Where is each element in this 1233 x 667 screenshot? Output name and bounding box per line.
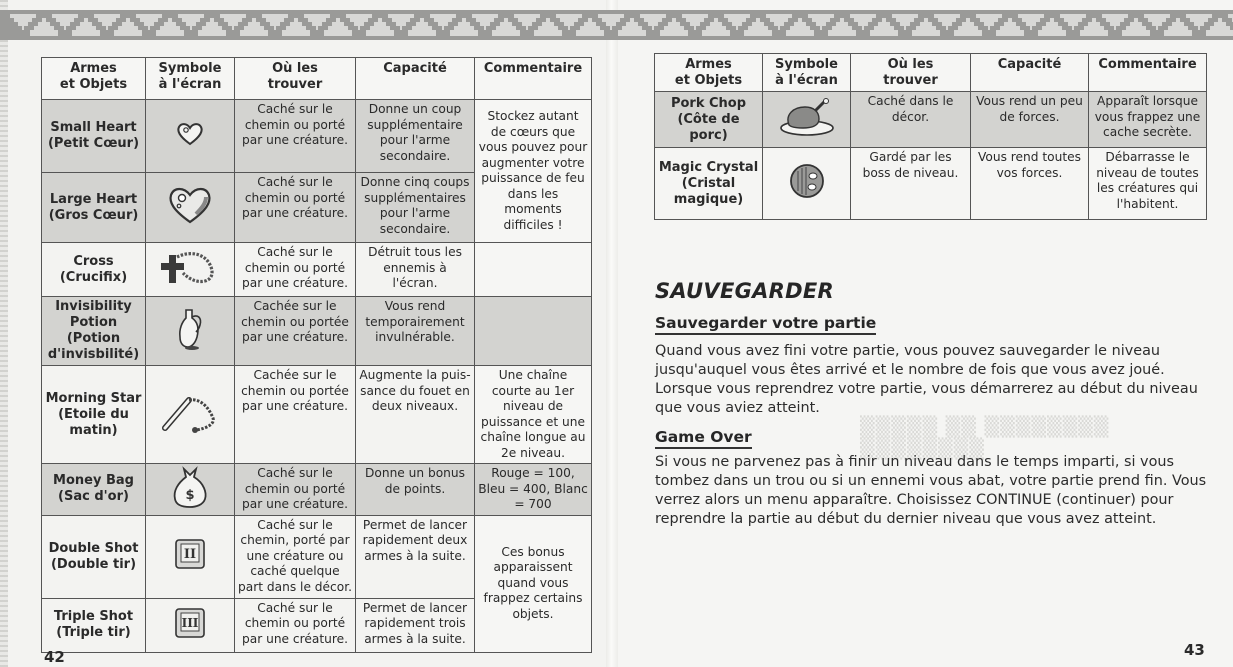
- show-through-text: ▒▒▒▒▒ ▒▒ ▒▒▒▒▒▒▒▒ ▒▒▒▒▒▒▒▒: [860, 416, 1110, 460]
- small-heart-icon: [175, 121, 205, 147]
- item-location: Cachée sur le chemin ou portée par une créature.: [235, 366, 356, 464]
- item-capacity: Donne cinq coups supplémentaires pour l'arme secondaire.: [356, 173, 475, 243]
- paragraph-game-over: Si vous ne parvenez pas à finir un niveau dans le temps imparti, si vous tombez dans un trou ou si un ennemi vous abat, votre partie prend fin. Vous verrez alors un menu apparaître. Choisissez CONTINUE (continuer) pour reprendre la partie au début du dernier niveau que vous avez atteint.: [655, 454, 1207, 527]
- item-symbol: [146, 515, 235, 598]
- header-label: Symbole à l'écran: [775, 57, 838, 88]
- item-symbol: [146, 243, 235, 297]
- page-number-right: 43: [1184, 641, 1205, 659]
- item-symbol: [146, 464, 235, 516]
- item-capacity: Augmente la puis-sance du fouet en deux niveaux.: [356, 366, 475, 464]
- header-weapons: [655, 54, 763, 92]
- table-row: [42, 515, 592, 598]
- item-location: Cachée sur le chemin ou portée par une créature.: [235, 297, 356, 366]
- header-label: Armes et Objets: [59, 61, 128, 92]
- table-row: [655, 148, 1207, 220]
- item-location: Caché sur le chemin ou porté par une créature.: [235, 598, 356, 652]
- item-location: Caché sur le chemin ou porté par une créature.: [235, 243, 356, 297]
- svg-text:$: $: [185, 488, 195, 503]
- cross-rosary-icon: [157, 249, 223, 285]
- item-capacity: Vous rend toutes vos forces.: [971, 148, 1089, 220]
- paragraph-save: Quand vous avez fini votre partie, vous pouvez sauvegarder le niveau jusqu'auquel vous êtes arrivé et le nombre de fois que vous avez joué. Lorsque vous reprendrez votre partie, vous démarrerez au début du niveau que vous aviez atteint.: [655, 343, 1198, 416]
- item-capacity: Permet de lancer rapidement trois armes à la suite.: [356, 598, 475, 652]
- money-bag-icon: [170, 465, 210, 509]
- header-capacity: [971, 54, 1089, 92]
- morning-star-whip-icon: [161, 390, 219, 434]
- item-comment: Rouge = 100, Bleu = 400, Blanc = 700: [475, 464, 592, 516]
- header-label: Capacité: [997, 57, 1062, 72]
- large-heart-icon: [166, 184, 214, 226]
- item-comment: [475, 243, 592, 297]
- item-capacity: Détruit tous les ennemis à l'écran.: [356, 243, 475, 297]
- header-label: Capacité: [383, 61, 447, 76]
- item-name: Large Heart (Gros Cœur): [42, 173, 146, 243]
- header-label: Où les trouver: [883, 57, 938, 88]
- item-capacity: Donne un coup supplémentaire pour l'arme secondaire.: [356, 100, 475, 173]
- header-label: Commentaire: [483, 61, 583, 76]
- item-location: Caché sur le chemin ou porté par une créature.: [235, 100, 356, 173]
- svg-text:III: III: [181, 615, 199, 630]
- header-label: Commentaire: [1098, 57, 1197, 72]
- potion-jug-icon: [176, 307, 204, 351]
- items-table-right: [654, 53, 1207, 220]
- page-number-left: 42: [44, 648, 65, 666]
- item-symbol: [763, 92, 851, 148]
- page-edge: [0, 0, 8, 667]
- magic-crystal-icon: [788, 162, 826, 200]
- double-shot-icon: [174, 538, 206, 570]
- item-location: Caché sur le chemin ou porté par une créature.: [235, 464, 356, 516]
- header-label: Où les trouver: [267, 61, 323, 92]
- item-name: Pork Chop (Côte de porc): [655, 92, 763, 148]
- item-symbol: [146, 100, 235, 173]
- table-row: [655, 92, 1207, 148]
- svg-text:II: II: [183, 547, 197, 563]
- item-symbol: [146, 173, 235, 243]
- item-symbol: [763, 148, 851, 220]
- item-capacity: Permet de lancer rapidement deux armes à la suite.: [356, 515, 475, 598]
- header-label: Armes et Objets: [674, 57, 743, 88]
- item-comment: [475, 297, 592, 366]
- table-row: [42, 366, 592, 464]
- subsection-title-game-over: Game Over: [655, 428, 752, 449]
- item-capacity: Vous rend temporairement invulnérable.: [356, 297, 475, 366]
- item-comment: Une chaîne courte au 1er niveau de puissance et une chaîne longue au 2e niveau.: [475, 366, 592, 464]
- item-location: Caché dans le décor.: [851, 92, 971, 148]
- item-symbol: [146, 297, 235, 366]
- table-row: [42, 464, 592, 516]
- header-symbol: [146, 58, 235, 100]
- item-name: Money Bag (Sac d'or): [42, 464, 146, 516]
- item-name: Double Shot (Double tir): [42, 515, 146, 598]
- item-symbol: [146, 598, 235, 652]
- item-name: Invisibility Potion (Potion d'invisbilité): [42, 297, 146, 366]
- item-name: Small Heart (Petit Cœur): [42, 100, 146, 173]
- decorative-band: [0, 10, 1233, 40]
- header-where: [235, 58, 356, 100]
- header-comment: [475, 58, 592, 100]
- item-capacity: Vous rend un peu de forces.: [971, 92, 1089, 148]
- book-gutter: [606, 0, 618, 667]
- item-comment: Apparaît lorsque vous frappez une cache secrète.: [1089, 92, 1207, 148]
- triple-shot-icon: [174, 607, 206, 639]
- pork-chop-icon: [779, 97, 835, 137]
- item-comment: Stockez autant de cœurs que vous pouvez pour augmenter votre puissance de feu dans les moments difficiles !: [475, 100, 592, 243]
- item-name: Morning Star (Etoile du matin): [42, 366, 146, 464]
- item-comment: Débarrasse le niveau de toutes les créatures qui l'habitent.: [1089, 148, 1207, 220]
- item-comment: Ces bonus apparaissent quand vous frappez certains objets.: [475, 515, 592, 652]
- header-label: Symbole à l'écran: [158, 61, 222, 92]
- subsection-title-save: Sauvegarder votre partie: [655, 314, 876, 335]
- table-row: [42, 243, 592, 297]
- item-name: Cross (Crucifix): [42, 243, 146, 297]
- section-title: SAUVEGARDER: [655, 279, 834, 303]
- item-name: Magic Crystal (Cristal magique): [655, 148, 763, 220]
- item-location: Gardé par les boss de niveau.: [851, 148, 971, 220]
- header-symbol: [763, 54, 851, 92]
- table-row: [42, 297, 592, 366]
- header-weapons: [42, 58, 146, 100]
- item-location: Caché sur le chemin ou porté par une créature.: [235, 173, 356, 243]
- zigzag-pattern: [0, 10, 1233, 40]
- items-table-left: [41, 57, 592, 653]
- item-symbol: [146, 366, 235, 464]
- header-where: [851, 54, 971, 92]
- header-capacity: [356, 58, 475, 100]
- header-comment: [1089, 54, 1207, 92]
- item-capacity: Donne un bonus de points.: [356, 464, 475, 516]
- item-name: Triple Shot (Triple tir): [42, 598, 146, 652]
- table-row: [42, 100, 592, 173]
- item-location: Caché sur le chemin, porté par une créature ou caché quelque part dans le décor.: [235, 515, 356, 598]
